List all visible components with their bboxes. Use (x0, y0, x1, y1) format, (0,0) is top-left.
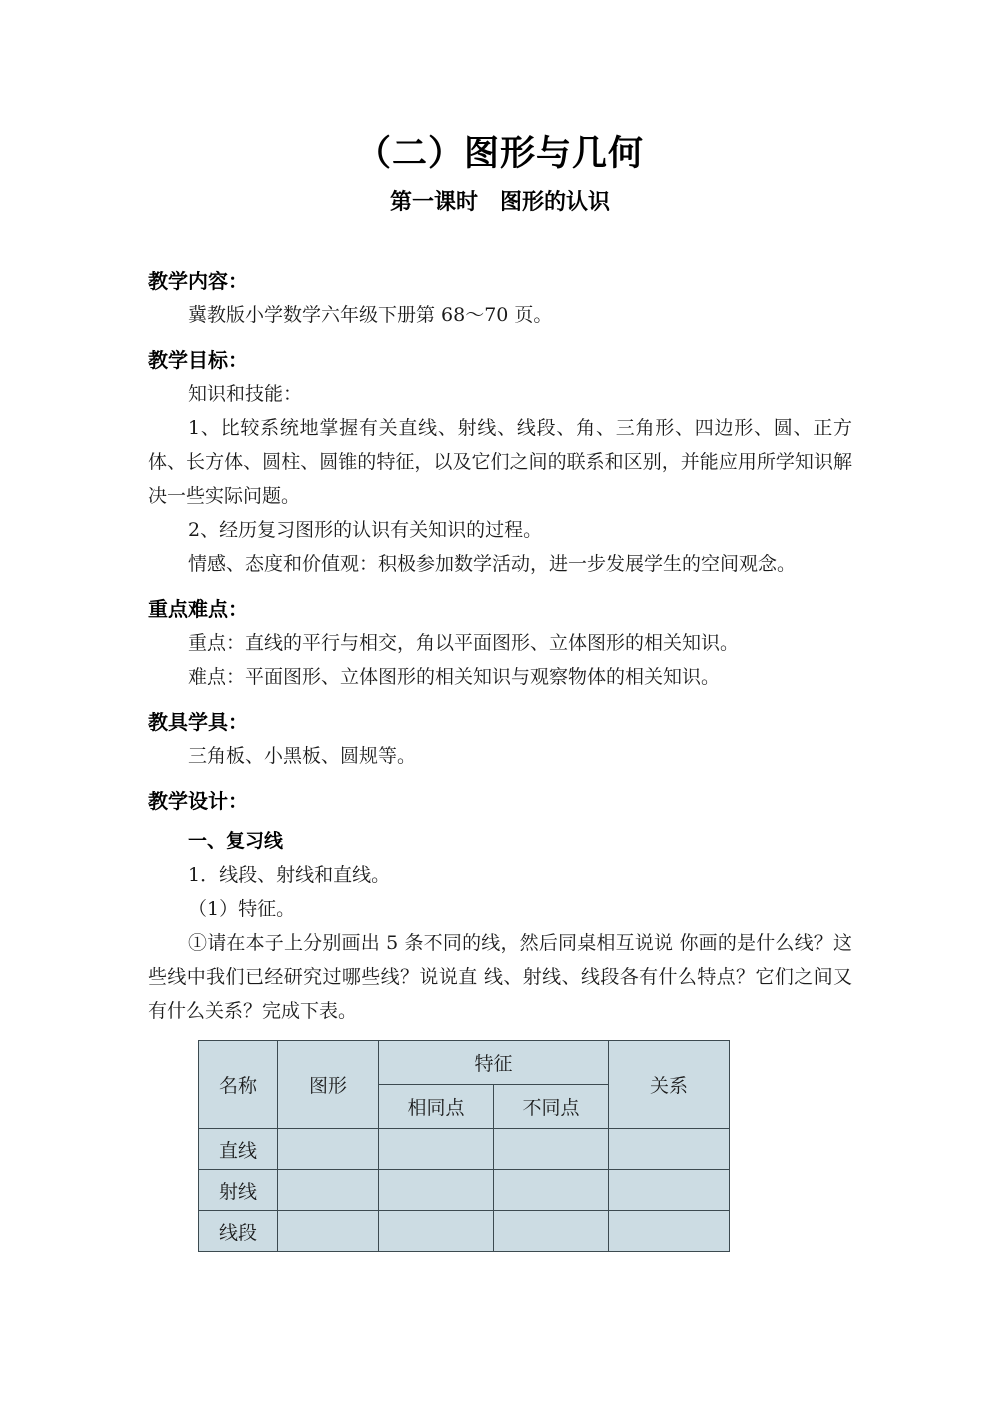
difficult-point-body: 难点：平面图形、立体图形的相关知识与观察物体的相关知识。 (188, 666, 721, 689)
teaching-content-body: 冀教版小学数学六年级下册第 68〜70 页。 (188, 304, 553, 327)
table-cell-diff-point[interactable] (494, 1170, 609, 1211)
table-cell-relation[interactable] (609, 1211, 730, 1252)
table-header-name: 名称 (199, 1041, 278, 1129)
table-header-shape: 图形 (278, 1041, 379, 1129)
table-cell-shape[interactable] (278, 1170, 379, 1211)
page-subtitle: 第一课时 图形的认识 (389, 189, 610, 215)
page-title: （二）图形与几何 (355, 134, 644, 174)
table-cell-same-point[interactable] (379, 1170, 494, 1211)
table-cell-shape[interactable] (278, 1129, 379, 1170)
section-heading-key-difficulty: 重点难点： (148, 597, 248, 622)
table-header-row-1 (199, 1041, 730, 1085)
document-content (148, 0, 852, 1252)
objectives-item-3: 情感、态度和价值观：积极参加数学活动，进一步发展学生的空间观念。 (188, 553, 797, 576)
table-cell-name: 线段 (199, 1211, 278, 1252)
lines-table-wrapper (148, 1028, 852, 1252)
table-cell-same-point[interactable] (379, 1129, 494, 1170)
teaching-design-item-1-1: （1）特征。 (188, 898, 296, 921)
table-row (199, 1211, 730, 1252)
table-row (199, 1129, 730, 1170)
objectives-item-1: 1、比较系统地掌握有关直线、射线、线段、角、三角形、四边形、圆、正方体、长方体、圆柱、圆锥的特征，以及它们之间的联系和区别，并能应用所学知识解决一些实际问题。 (148, 417, 852, 508)
table-cell-shape[interactable] (278, 1211, 379, 1252)
section-heading-teaching-aids: 教具学具： (148, 710, 248, 735)
objectives-item-2: 2、经历复习图形的认识有关知识的过程。 (188, 519, 543, 542)
teaching-aids-body: 三角板、小黑板、圆规等。 (188, 745, 417, 768)
table-cell-relation[interactable] (609, 1170, 730, 1211)
table-header-same-point: 相同点 (379, 1085, 494, 1129)
teaching-design-item-1-1-a: ①请在本子上分别画出 5 条不同的线，然后同桌相互说说 你画的是什么线？这些线中我们已经研究过哪些线？说说直 线、射线、线段各有什么特点？它们之间又有什么关系？完成下表。 (148, 932, 852, 1023)
table-header-feature: 特征 (379, 1041, 609, 1085)
section-heading-objectives: 教学目标： (148, 348, 248, 373)
section-heading-teaching-design: 教学设计： (148, 789, 248, 814)
table-row (199, 1170, 730, 1211)
teaching-design-part-one: 一、复习线 (188, 830, 284, 853)
table-header-relation: 关系 (609, 1041, 730, 1129)
table-cell-name: 直线 (199, 1129, 278, 1170)
table-cell-diff-point[interactable] (494, 1129, 609, 1170)
table-cell-relation[interactable] (609, 1129, 730, 1170)
teaching-design-item-1: 1．线段、射线和直线。 (188, 864, 391, 887)
lines-comparison-table (198, 1040, 730, 1252)
section-heading-teaching-content: 教学内容： (148, 269, 248, 294)
table-cell-same-point[interactable] (379, 1211, 494, 1252)
table-cell-diff-point[interactable] (494, 1211, 609, 1252)
objectives-skill-label: 知识和技能： (188, 383, 303, 406)
key-point-body: 重点：直线的平行与相交，角以平面图形、立体图形的相关知识。 (188, 632, 740, 655)
table-cell-name: 射线 (199, 1170, 278, 1211)
table-header-diff-point: 不同点 (494, 1085, 609, 1129)
